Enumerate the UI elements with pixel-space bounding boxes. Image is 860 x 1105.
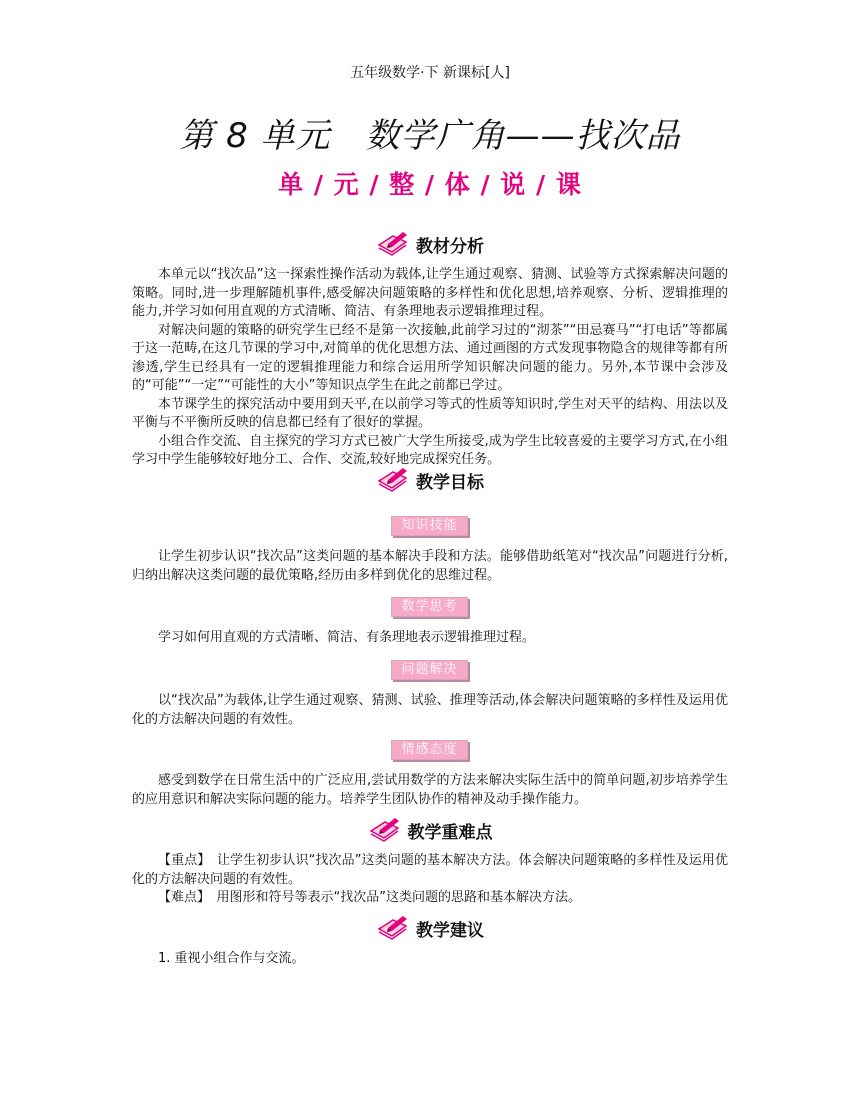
goal-tag-knowledge: 知识技能	[391, 516, 468, 536]
list-item: 1. 重视小组合作与交流。	[158, 951, 305, 966]
pen-paper-icon	[368, 816, 402, 844]
paragraph: 小组合作交流、自主探究的学习方式已被广大学生所接受,成为学生比较喜爱的主要学习方式,在小组学习中学生能够较好地分工、合作、交流,较好地完成探究任务。	[132, 433, 728, 467]
section-title: 教学重难点	[407, 822, 493, 843]
difficult-label: 【难点】	[158, 890, 204, 905]
running-head: 五年级数学·下 新课标[人]	[350, 65, 510, 81]
goal-tag-thinking: 数学思考	[391, 597, 468, 617]
pen-paper-icon	[376, 466, 410, 494]
paragraph: 本节课学生的探究活动中要用到天平,在以前学习等式的性质等知识时,学生对天平的结构、用法以及平衡与不平衡所反映的信息都已经有了很好的掌握。	[132, 396, 728, 430]
keypoints-text	[132, 852, 728, 908]
goal-text-attitude	[132, 772, 728, 809]
section-title: 教材分析	[416, 236, 484, 257]
paragraph: 本单元以“找次品”这一探索性操作活动为载体,让学生通过观察、猜测、试验等方式探索解决问题的策略。同时,进一步理解随机事件,感受解决问题策略的多样性和优化思想,培养观察、分析、逻辑推理的能力,并学习如何用直观的方式清晰、简洁、有条理地表示逻辑推理过程。	[132, 267, 728, 319]
section-title: 教学目标	[416, 472, 484, 493]
goal-text-knowledge	[132, 548, 728, 585]
section-heading-suggestions	[0, 913, 860, 943]
pen-paper-icon	[376, 914, 410, 942]
paragraph: 学习如何用直观的方式清晰、简洁、有条理地表示逻辑推理过程。	[158, 630, 536, 645]
analysis-text	[132, 266, 728, 470]
key-label: 【重点】	[158, 853, 204, 868]
paragraph: 对解决问题的策略的研究学生已经不是第一次接触,此前学习过的“沏茶”“田忌赛马”“打电话”等都属于这一范畴,在这几节课的学习中,对简单的优化思想方法、通过画图的方式发现事物隐含的规律等都有所渗透,学生已经具有一定的逻辑推理能力和综合运用所学知识解决问题的能力。另外,本节课中会涉及的“可能”“一定”“可能性的大小”等知识点学生在此之前都已学过。	[132, 322, 728, 393]
section-title: 教学建议	[416, 920, 484, 941]
key-text: 让学生初步认识“找次品”这类问题的基本解决方法。体会解决问题策略的多样性及运用优化的方法解决问题的有效性。	[132, 853, 728, 887]
pen-paper-icon	[376, 230, 410, 258]
section-heading-goals	[0, 465, 860, 495]
paragraph: 感受到数学在日常生活中的广泛应用,尝试用数学的方法来解决实际生活中的简单问题,初步培养学生的应用意识和解决实际问题的能力。培养学生团队协作的精神及动手操作能力。	[132, 773, 728, 807]
difficult-text: 用图形和符号等表示“找次品”这类问题的思路和基本解决方法。	[216, 890, 582, 905]
goal-tag-problem: 问题解决	[391, 660, 468, 680]
difficult-point	[132, 889, 728, 908]
paragraph: 以“找次品”为载体,让学生通过观察、猜测、试验、推理等活动,体会解决问题策略的多样性及运用优化的方法解决问题的有效性。	[132, 693, 728, 727]
paragraph: 让学生初步认识“找次品”这类问题的基本解决手段和方法。能够借助纸笔对“找次品”问题进行分析,归纳出解决这类问题的最优策略,经历由多样到优化的思维过程。	[132, 549, 728, 583]
section-heading-analysis	[0, 229, 860, 259]
unit-title: 第 8 单元 数学广角——找次品	[179, 116, 681, 156]
suggestions-text	[132, 950, 728, 969]
section-heading-keypoints	[0, 815, 860, 845]
goal-text-problem	[132, 692, 728, 729]
unit-subtitle: 单 / 元 / 整 / 体 / 说 / 课	[278, 170, 582, 199]
goal-tag-attitude: 情感态度	[391, 740, 468, 760]
goal-text-thinking	[132, 629, 728, 648]
key-point	[132, 852, 728, 889]
